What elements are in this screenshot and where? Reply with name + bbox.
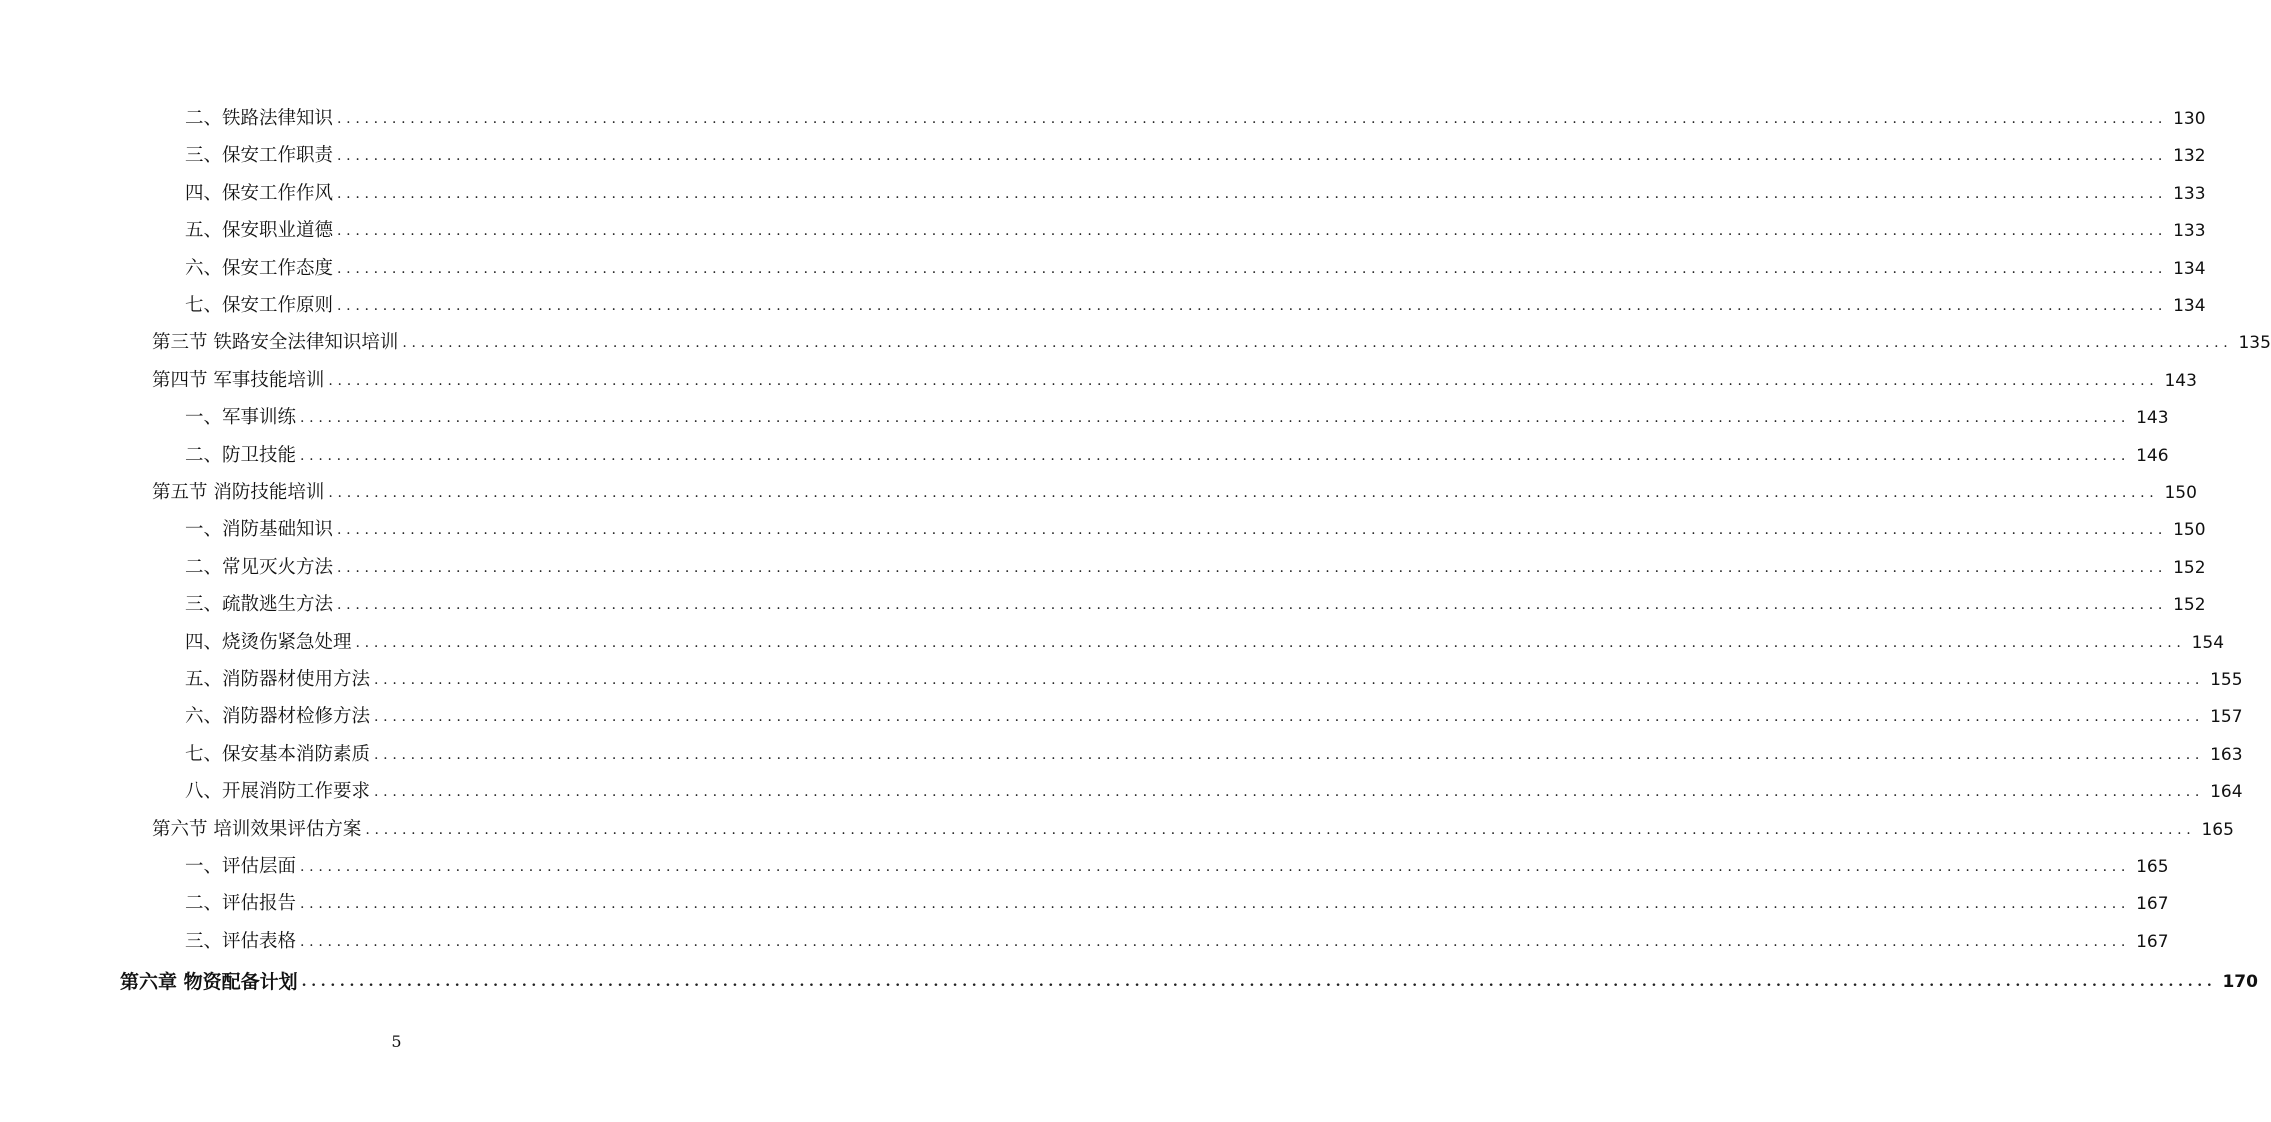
- toc-entry-page: 157: [2210, 707, 2243, 728]
- toc-leader-dots: ........................................................................................................................................................................................................: [301, 974, 2217, 991]
- toc-entry-page: 163: [2210, 744, 2243, 765]
- toc-entry-page: 152: [2173, 595, 2206, 616]
- toc-entry-page: 133: [2173, 183, 2206, 204]
- toc-leader-dots: ........................................................................................................................................................................................................: [374, 709, 2205, 726]
- toc-leader-dots: ........................................................................................................................................................................................................: [402, 335, 2233, 352]
- toc-entry-page: 170: [2222, 972, 2258, 993]
- toc-entry-label: 三、评估表格: [185, 930, 297, 952]
- toc-leader-dots: ........................................................................................................................................................................................................: [300, 896, 2131, 913]
- toc-entry-label: 第三节 铁路安全法律知识培训: [152, 332, 399, 354]
- toc-entry-page: 134: [2173, 258, 2206, 279]
- toc-entry-label: 八、开展消防工作要求: [185, 781, 371, 803]
- toc-subsection-entry[interactable]: [185, 517, 2206, 543]
- toc-subsection-entry[interactable]: [185, 293, 2206, 319]
- toc-entry-label: 二、评估报告: [185, 893, 297, 915]
- toc-entry-label: 一、军事训练: [185, 407, 297, 429]
- toc-entry-page: 146: [2136, 445, 2169, 466]
- toc-subsection-entry[interactable]: [185, 256, 2206, 282]
- toc-entry-page: 155: [2210, 670, 2243, 690]
- toc-entry-label: 六、消防器材检修方法: [185, 706, 371, 728]
- toc-entry-page: 134: [2173, 296, 2206, 316]
- toc-leader-dots: ........................................................................................................................................................................................................: [365, 821, 2196, 838]
- toc-entry-label: 四、烧烫伤紧急处理: [185, 631, 352, 653]
- toc-subsection-entry[interactable]: [185, 218, 2206, 244]
- toc-entry-label: 三、疏散逃生方法: [185, 594, 334, 616]
- toc-leader-dots: ........................................................................................................................................................................................................: [337, 111, 2168, 127]
- toc-leader-dots: ........................................................................................................................................................................................................: [337, 260, 2168, 277]
- page-number: 5: [391, 1032, 402, 1051]
- toc-leader-dots: ........................................................................................................................................................................................................: [337, 185, 2168, 202]
- toc-entry-page: 154: [2191, 632, 2225, 653]
- toc-section-entry[interactable]: [152, 480, 2197, 506]
- toc-section-entry[interactable]: [152, 368, 2197, 394]
- toc-entry-label: 二、常见灭火方法: [185, 556, 334, 578]
- toc-entry-page: 135: [2238, 333, 2271, 354]
- toc-leader-dots: ........................................................................................................................................................................................................: [300, 859, 2131, 875]
- toc-entry-page: 132: [2173, 146, 2206, 167]
- toc-subsection-entry[interactable]: [185, 742, 2243, 768]
- toc-leader-dots: ........................................................................................................................................................................................................: [337, 522, 2168, 539]
- toc-leader-dots: ........................................................................................................................................................................................................: [328, 485, 2159, 501]
- toc-entry-page: 167: [2136, 931, 2169, 952]
- toc-entry-page: 143: [2136, 408, 2169, 429]
- toc-entry-label: 二、防卫技能: [185, 444, 297, 466]
- toc-subsection-entry[interactable]: [185, 704, 2243, 730]
- toc-entry-page: 152: [2173, 557, 2206, 578]
- toc-entry-label: 一、评估层面: [185, 856, 297, 877]
- toc-leader-dots: ........................................................................................................................................................................................................: [374, 672, 2205, 688]
- toc-entry-page: 150: [2173, 520, 2206, 541]
- toc-entry-page: 130: [2173, 109, 2206, 129]
- toc-entry-label: 第六节 培训效果评估方案: [152, 818, 362, 840]
- toc-subsection-entry[interactable]: [185, 779, 2243, 805]
- toc-leader-dots: ........................................................................................................................................................................................................: [374, 784, 2205, 801]
- toc-entry-label: 一、消防基础知识: [185, 519, 334, 541]
- toc-entry-label: 第五节 消防技能培训: [152, 482, 325, 503]
- toc-subsection-entry[interactable]: [185, 929, 2169, 955]
- toc-leader-dots: ........................................................................................................................................................................................................: [337, 597, 2168, 614]
- toc-subsection-entry[interactable]: [185, 443, 2169, 469]
- toc-subsection-entry[interactable]: [185, 592, 2206, 618]
- toc-entry-label: 四、保安工作作风: [185, 182, 334, 204]
- toc-leader-dots: ........................................................................................................................................................................................................: [337, 148, 2168, 165]
- toc-subsection-entry[interactable]: [185, 405, 2169, 431]
- toc-leader-dots: ........................................................................................................................................................................................................: [328, 372, 2159, 389]
- toc-subsection-entry[interactable]: [185, 555, 2206, 581]
- toc-entry-page: 143: [2164, 370, 2197, 391]
- toc-section-entry[interactable]: [152, 817, 2234, 843]
- toc-subsection-entry[interactable]: [185, 667, 2243, 693]
- toc-entry-label: 二、铁路法律知识: [185, 108, 334, 129]
- toc-leader-dots: ........................................................................................................................................................................................................: [337, 559, 2168, 576]
- toc-leader-dots: ........................................................................................................................................................................................................: [374, 746, 2205, 763]
- toc-entry-page: 165: [2136, 857, 2169, 877]
- toc-entry-label: 七、保安基本消防素质: [185, 743, 371, 765]
- toc-subsection-entry[interactable]: [185, 143, 2206, 169]
- toc-subsection-entry[interactable]: [185, 181, 2206, 207]
- toc-entry-label: 五、消防器材使用方法: [185, 669, 371, 690]
- toc-subsection-entry[interactable]: [185, 891, 2169, 917]
- toc-entry-label: 三、保安工作职责: [185, 145, 334, 167]
- toc-entry-label: 五、保安职业道德: [185, 220, 334, 242]
- toc-leader-dots: ........................................................................................................................................................................................................: [337, 223, 2168, 240]
- toc-subsection-entry[interactable]: [185, 630, 2225, 656]
- toc-section-entry[interactable]: [152, 330, 2271, 356]
- toc-leader-dots: ........................................................................................................................................................................................................: [300, 410, 2131, 427]
- toc-subsection-entry[interactable]: [185, 106, 2206, 132]
- toc-entry-page: 167: [2136, 894, 2169, 915]
- toc-entry-page: 164: [2210, 782, 2243, 803]
- toc-leader-dots: ........................................................................................................................................................................................................: [300, 447, 2131, 464]
- toc-entry-page: 150: [2164, 483, 2197, 503]
- toc-subsection-entry[interactable]: [185, 854, 2169, 880]
- toc-leader-dots: ........................................................................................................................................................................................................: [355, 634, 2186, 651]
- toc-entry-label: 第六章 物资配备计划: [120, 971, 298, 994]
- toc-entry-label: 第四节 军事技能培训: [152, 369, 325, 391]
- toc-leader-dots: ........................................................................................................................................................................................................: [300, 933, 2131, 950]
- toc-entry-label: 七、保安工作原则: [185, 295, 334, 316]
- toc-leader-dots: ........................................................................................................................................................................................................: [337, 298, 2168, 314]
- toc-entry-page: 133: [2173, 221, 2206, 242]
- toc-chapter-entry[interactable]: [120, 969, 2258, 995]
- toc-entry-label: 六、保安工作态度: [185, 257, 334, 279]
- toc-entry-page: 165: [2201, 819, 2234, 840]
